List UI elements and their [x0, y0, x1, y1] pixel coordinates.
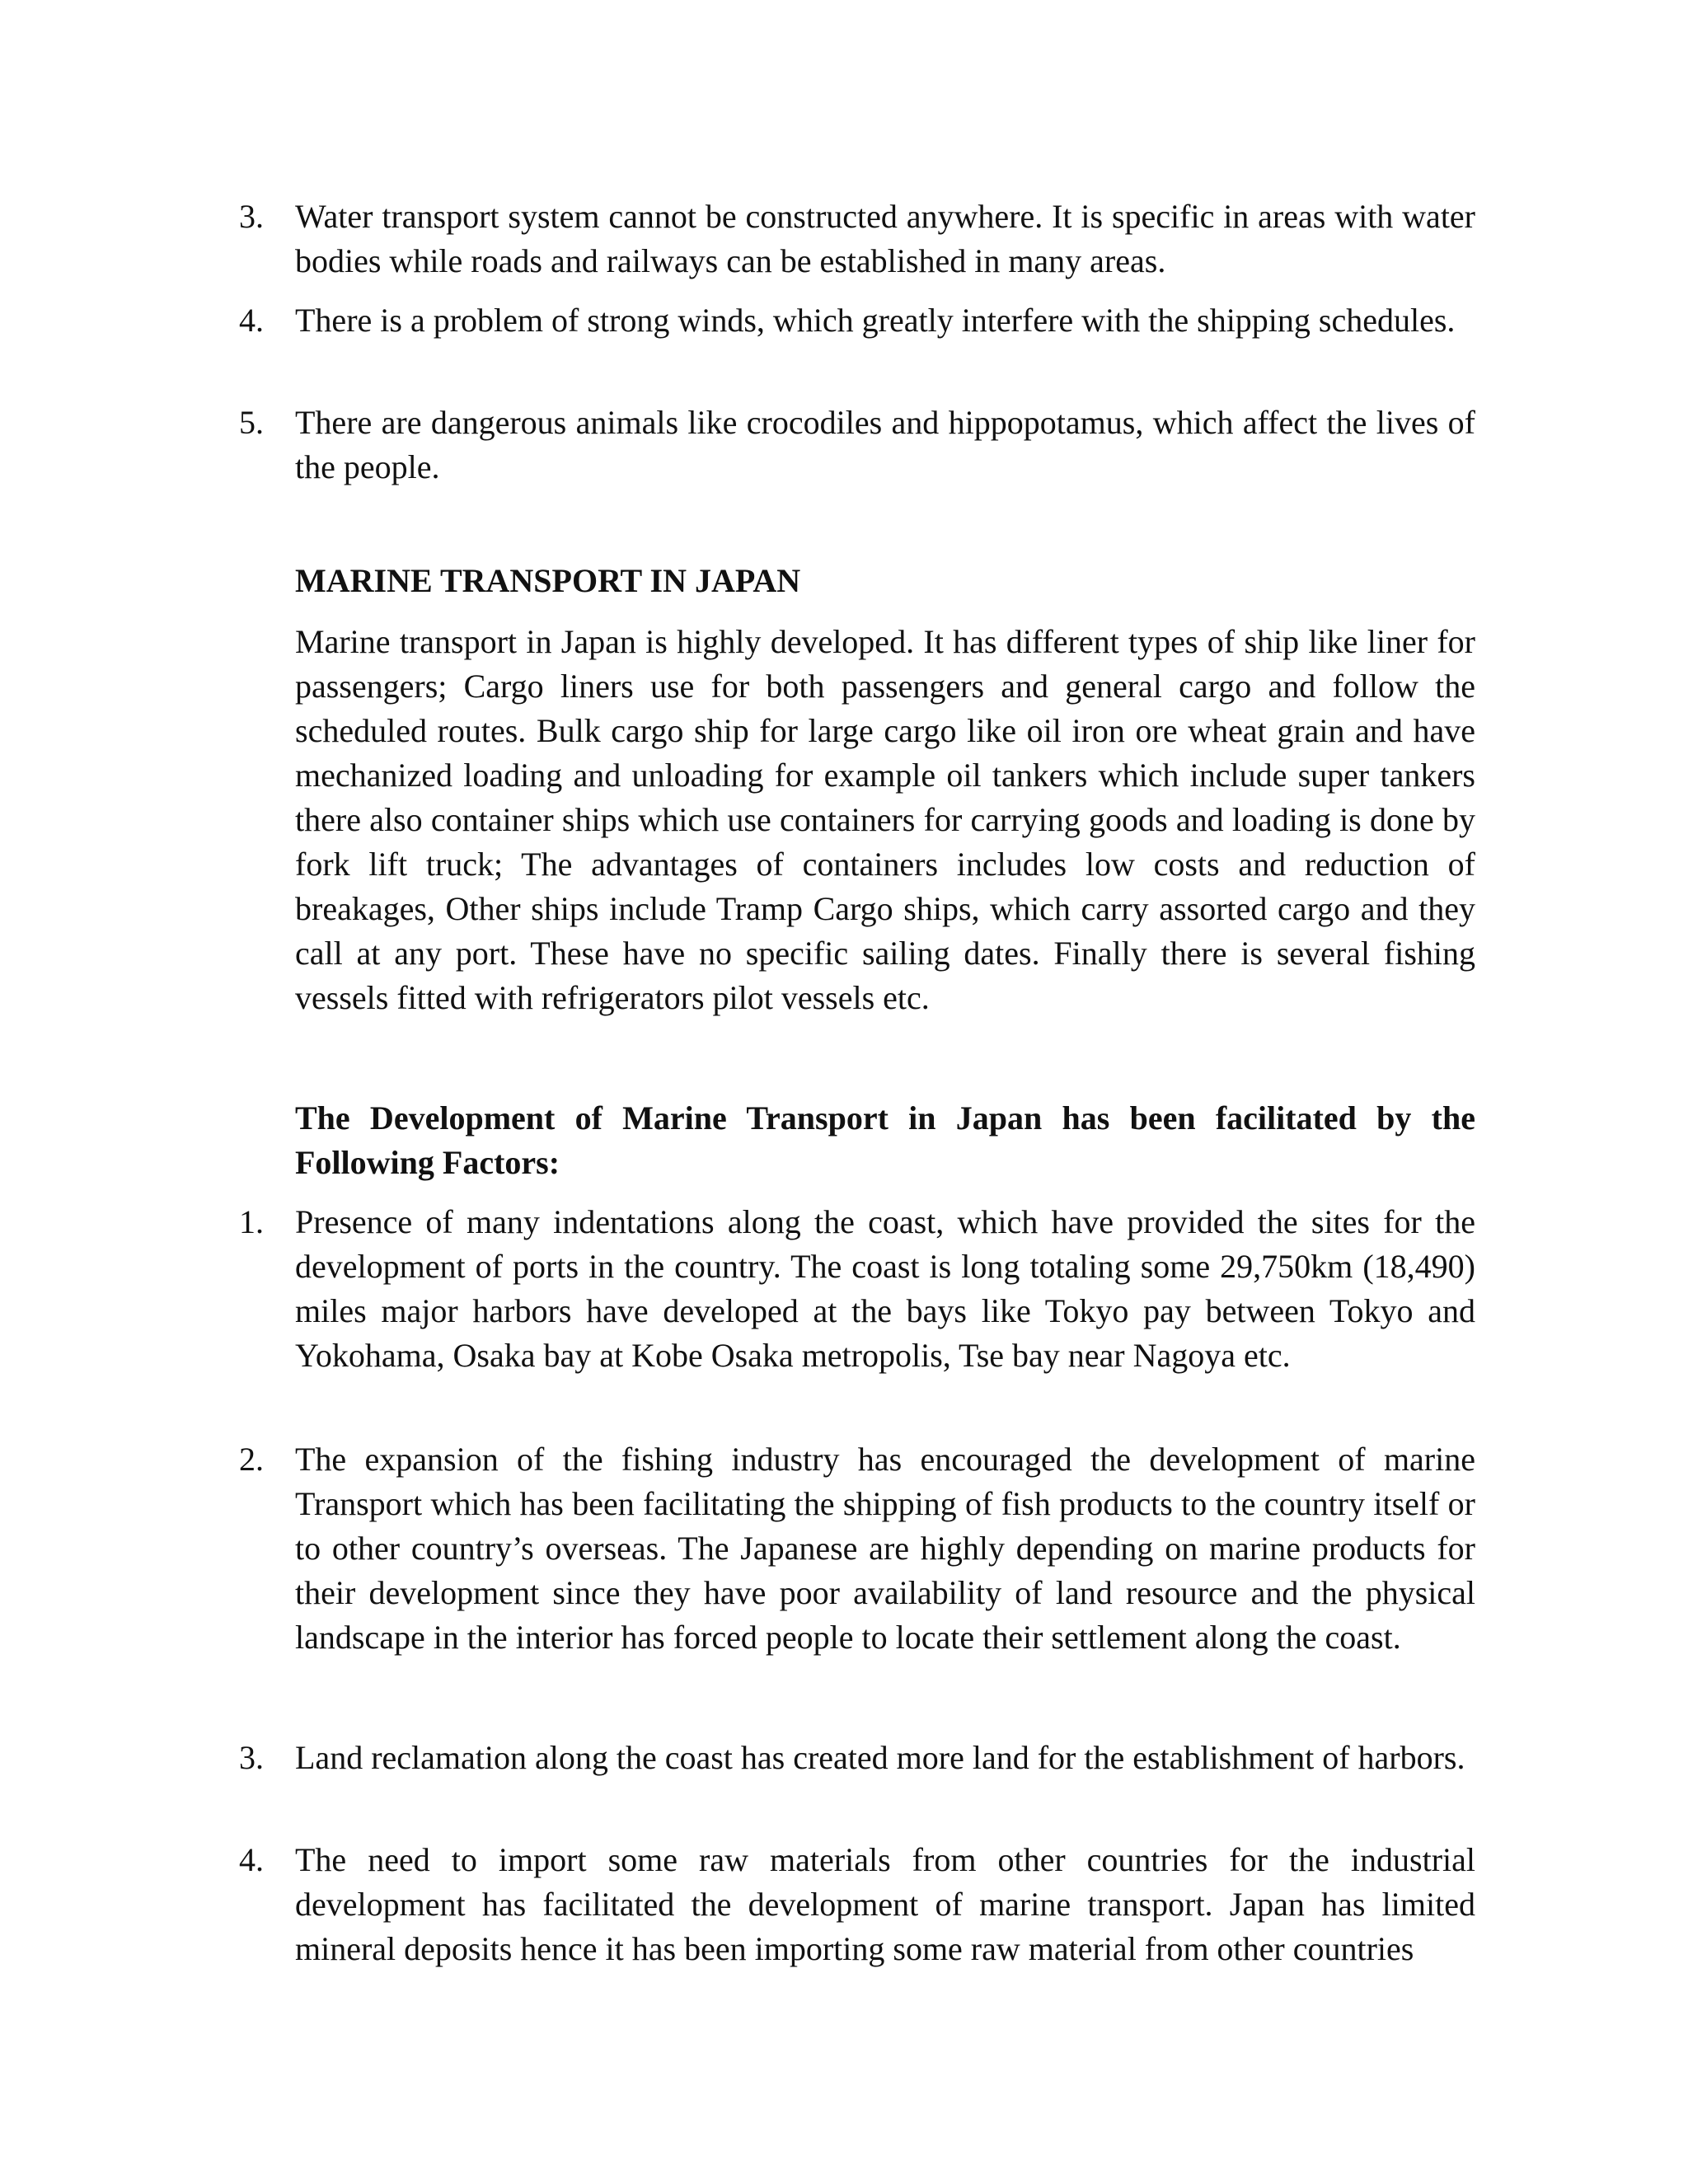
list-item [239, 1437, 1475, 1660]
list-item [239, 401, 1475, 490]
list-item [239, 298, 1475, 343]
list-item [239, 1736, 1475, 1780]
list-number: 4. [239, 1841, 264, 1878]
list-number: 4. [239, 302, 264, 339]
list-number: 3. [239, 198, 264, 235]
list-number: 1. [239, 1203, 264, 1240]
list-text: There are dangerous animals like crocodiles and hippopotamus, which affect the lives of the people. [295, 404, 1475, 485]
list-item [239, 1200, 1475, 1378]
list-text: Land reclamation along the coast has created more land for the establishment of harbors. [295, 1739, 1465, 1776]
list-text: Presence of many indentations along the coast, which have provided the sites for the development of ports in the country. The coast is long totaling some 29,750km (18,490) miles major harbors have developed at the bays like Tokyo pay between Tokyo and Yokohama, Osaka bay at Kobe Osaka metropolis, Tse bay near Nagoya etc. [295, 1203, 1475, 1374]
list-text: The need to import some raw materials from other countries for the industrial development has facilitated the development of marine transport. Japan has limited mineral deposits hence it has been importing some raw material from other countries [295, 1841, 1475, 1967]
factors-heading: The Development of Marine Transport in Japan has been facilitated by the Following Factors: [295, 1099, 1475, 1181]
list-number: 5. [239, 404, 264, 441]
list-text: There is a problem of strong winds, which greatly interfere with the shipping schedules. [295, 302, 1456, 339]
list-item [239, 1838, 1475, 1971]
list-number: 3. [239, 1739, 264, 1776]
list-text: The expansion of the fishing industry has encouraged the development of marine Transport which has been facilitating the shipping of fish products to the country itself or to other country’s overseas. The Japanese are highly depending on marine products for their development since they have poor availability of land resource and the physical landscape in the interior has forced people to locate their settlement along the coast. [295, 1441, 1475, 1656]
list-item [239, 194, 1475, 284]
list-number: 2. [239, 1441, 264, 1478]
section-heading: MARINE TRANSPORT IN JAPAN [295, 562, 801, 599]
marine-paragraph: Marine transport in Japan is highly developed. It has different types of ship like liner for passengers; Cargo liners use for both passengers and general cargo and follow the scheduled routes. Bulk cargo ship for large cargo like oil iron ore wheat grain and have mechanized loading and unloading for example oil tankers which include super tankers there also container ships which use containers for carrying goods and loading is done by fork lift truck; The advantages of containers includes low costs and reduction of breakages, Other ships include Tramp Cargo ships, which carry assorted cargo and they call at any port. These have no specific sailing dates. Finally there is several fishing vessels fitted with refrigerators pilot vessels etc. [295, 623, 1475, 1016]
list-text: Water transport system cannot be constructed anywhere. It is specific in areas with water bodies while roads and railways can be established in many areas. [295, 198, 1475, 279]
